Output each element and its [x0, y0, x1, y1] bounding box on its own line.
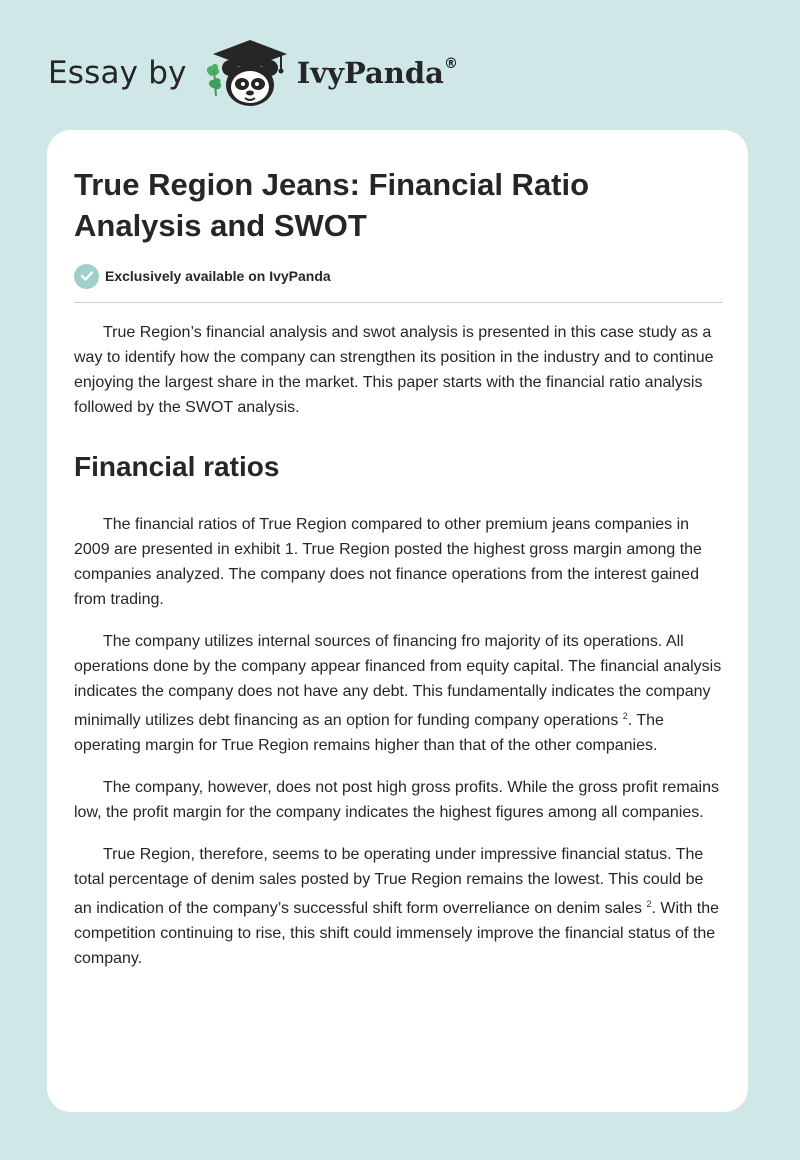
- intro-paragraph: True Region’s financial analysis and swot analysis is presented in this case study as a way to identify how the company can strengthen its position in the industry and to continue enjoying the largest share in the market. This paper starts with the financial ratio analysis followed by the SWOT analysis.: [74, 324, 714, 416]
- exclusive-badge-label: Exclusively available on IvyPanda: [105, 268, 331, 284]
- check-circle-icon: [74, 264, 99, 289]
- panda-graduate-logo-icon: [203, 36, 289, 110]
- paragraph-1: The financial ratios of True Region compared to other premium jeans companies in 2009 are presented in exhibit 1. True Region posted the highest gross margin among the companies analyzed. The company does not finance operations from the interest gained from trading.: [74, 516, 702, 608]
- ivypanda-logo[interactable]: [203, 36, 458, 110]
- site-header: [48, 36, 458, 110]
- exclusive-badge: [74, 263, 722, 289]
- registered-mark: ®: [443, 56, 458, 72]
- footnote-ref[interactable]: 2: [646, 899, 652, 909]
- brand-name: IvyPanda®: [296, 56, 458, 90]
- paragraph-4: True Region, therefore, seems to be operating under impressive financial status. The total percentage of denim sales posted by True Region remains the lowest. This could be an indication of the company’s successful shift form overreliance on denim sales $^2$. With the competition continuing to rise, this shift could immensely improve the financial status of the company.: [74, 846, 720, 967]
- paragraph-2: The company utilizes internal sources of financing fro majority of its operations. All operations done by the company appear financed from equity capital. The financial analysis indicates the company does not have any debt. This fundamentally indicates the company minimally utilizes debt financing as an option for funding company operations $^2$. The operating margin for True Region remains higher than that of the other companies.: [74, 633, 722, 754]
- essay-by-label: Essay by: [48, 55, 187, 91]
- paragraph-3: The company, however, does not post high gross profits. While the gross profit remains low, the profit margin for the company indicates the highest figures among all companies.: [74, 779, 719, 821]
- title-divider: [74, 302, 722, 303]
- essay-card: [47, 130, 748, 1112]
- essay-title: True Region Jeans: Financial Ratio Analysis and SWOT: [74, 167, 590, 243]
- section-heading: Financial ratios: [74, 451, 280, 482]
- footnote-ref[interactable]: 2: [622, 711, 628, 721]
